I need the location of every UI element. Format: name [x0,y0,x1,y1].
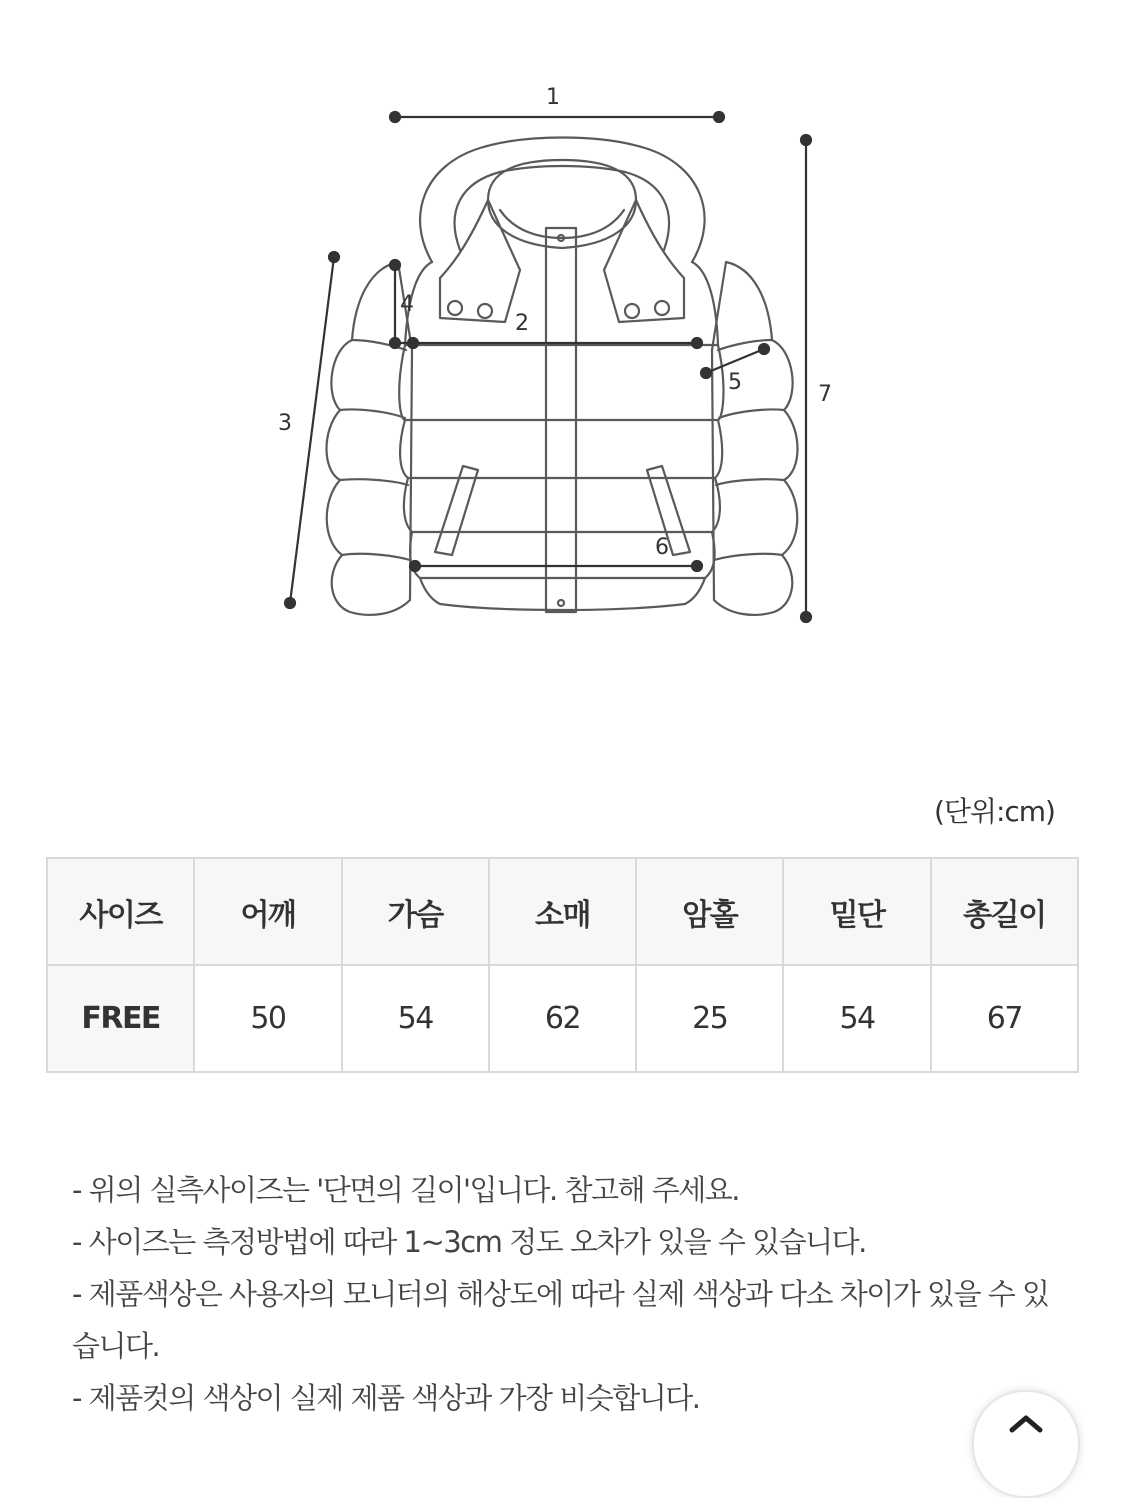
label-4: 4 [400,292,414,317]
header-total-length: 총길이 [931,858,1078,965]
header-shoulder: 어깨 [194,858,341,965]
label-5: 5 [728,370,742,395]
label-6: 6 [655,535,669,560]
notes [72,1164,1072,1424]
cell-size: FREE [47,965,194,1072]
note-line: 습니다. [72,1329,160,1363]
label-3: 3 [278,411,292,436]
size-table [46,857,1079,1073]
scroll-top-button[interactable] [972,1390,1080,1498]
note-line: - 사이즈는 측정방법에 따라 1~3cm 정도 오차가 있을 수 있습니다. [72,1225,866,1259]
header-sleeve: 소매 [489,858,636,965]
cell-sleeve: 62 [489,965,636,1072]
cell-shoulder: 50 [194,965,341,1072]
header-hem: 밑단 [783,858,930,965]
label-7: 7 [818,382,832,407]
label-2: 2 [515,311,529,336]
table-row [47,965,1078,1072]
chevron-up-icon [1008,1414,1044,1434]
cell-hem: 54 [783,965,930,1072]
header-armhole: 암홀 [636,858,783,965]
cell-total-length: 67 [931,965,1078,1072]
cell-chest: 54 [342,965,489,1072]
jacket-size-diagram [0,0,1125,680]
cell-armhole: 25 [636,965,783,1072]
note-line: - 위의 실측사이즈는 '단면의 길이'입니다. 참고해 주세요. [72,1173,739,1207]
table-header-row [47,858,1078,965]
header-chest: 가슴 [342,858,489,965]
note-line: - 제품컷의 색상이 실제 제품 색상과 가장 비슷합니다. [72,1381,700,1415]
label-1: 1 [546,85,560,110]
note-line: - 제품색상은 사용자의 모니터의 해상도에 따라 실제 색상과 다소 차이가 있을 수 있 [72,1277,1049,1311]
unit-label: (단위:cm) [933,795,1055,828]
header-size: 사이즈 [47,858,194,965]
